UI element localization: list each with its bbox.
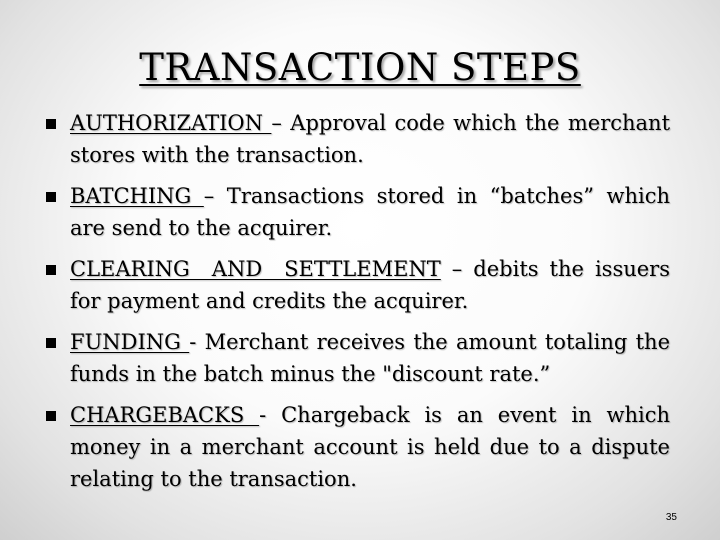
square-bullet-icon bbox=[46, 411, 56, 421]
bullet-text: – Approval code which the merchant stores with the transaction. bbox=[70, 111, 671, 167]
bullet-item-clearing-settlement bbox=[46, 253, 670, 317]
bullet-term: CHARGEBACKS bbox=[70, 403, 260, 427]
square-bullet-icon bbox=[46, 338, 56, 348]
square-bullet-icon bbox=[46, 192, 56, 202]
bullet-term: BATCHING bbox=[70, 184, 204, 208]
bullet-item-authorization bbox=[46, 107, 670, 171]
page-number: 35 bbox=[665, 512, 677, 523]
bullet-list bbox=[46, 107, 670, 504]
bullet-term: CLEARING AND SETTLEMENT bbox=[70, 257, 441, 281]
bullet-item-chargebacks bbox=[46, 399, 670, 495]
bullet-item-funding bbox=[46, 326, 670, 390]
bullet-term: FUNDING bbox=[70, 330, 190, 354]
bullet-text: – debits the issuers for payment and credits the acquirer. bbox=[70, 257, 670, 313]
bullet-text: - Merchant receives the amount totaling the funds in the batch minus the "discount rate.” bbox=[70, 330, 670, 386]
bullet-item-batching bbox=[46, 180, 670, 244]
slide-title: TRANSACTION STEPS bbox=[139, 46, 581, 89]
bullet-text: – Transactions stored in “batches” which are send to the acquirer. bbox=[70, 184, 670, 240]
bullet-term: AUTHORIZATION bbox=[70, 111, 272, 135]
square-bullet-icon bbox=[46, 265, 56, 275]
bullet-text: - Chargeback is an event in which money in a merchant account is held due to a dispute relating to the transaction. bbox=[70, 403, 670, 491]
square-bullet-icon bbox=[46, 119, 56, 129]
